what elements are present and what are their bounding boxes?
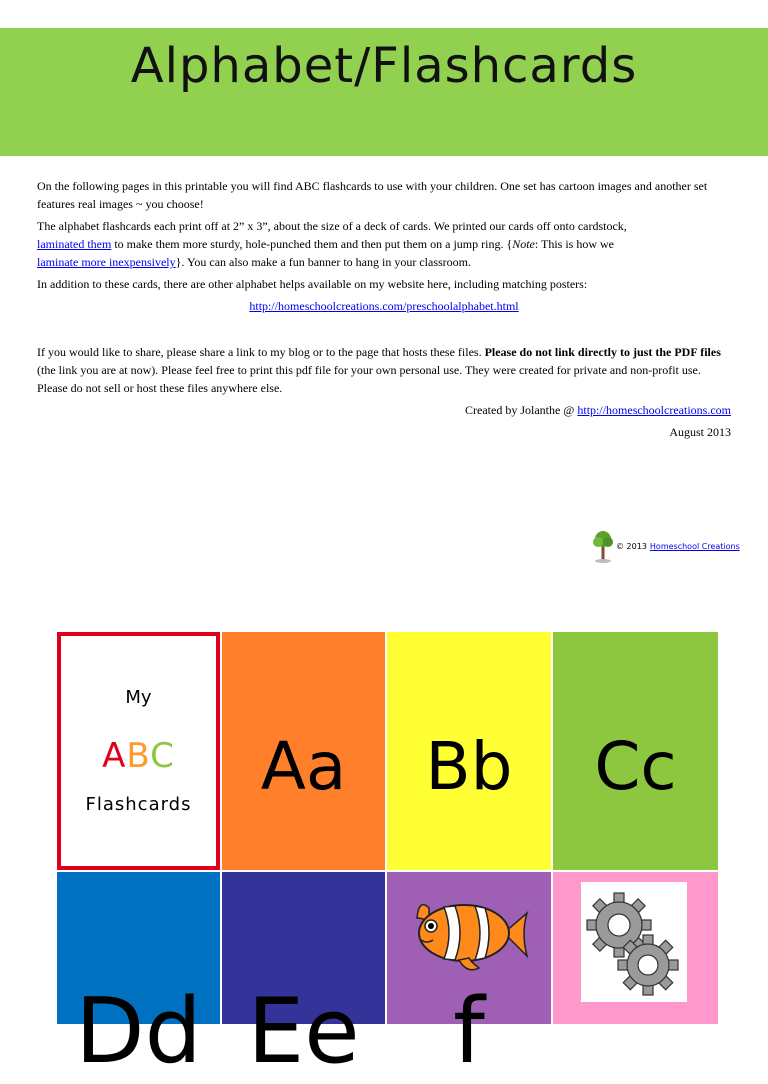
gears-image-box <box>581 882 687 1002</box>
card-aa <box>222 632 385 870</box>
card-ee <box>222 872 385 1084</box>
cover-letter-b: B <box>126 736 151 776</box>
copyright-text: © 2013 <box>616 541 647 551</box>
share-text-b: (the link you are at now). Please feel free to print this pdf file for your own personal use. They were created for private and non-profit use. Please do not sell or host these files anywhere else. <box>37 363 701 395</box>
card-gears <box>553 872 718 1024</box>
card-ff-letter: f <box>453 979 485 1084</box>
cover-letter-c: C <box>150 736 175 776</box>
copyright-logo <box>592 528 740 564</box>
laminated-link[interactable]: laminated them <box>37 237 112 251</box>
card-cc <box>553 632 718 870</box>
gears-icon <box>584 887 684 997</box>
share-paragraph <box>37 343 731 397</box>
laminate-inexpensively-link[interactable]: laminate more inexpensively <box>37 255 176 269</box>
created-by-text: Created by Jolanthe @ <box>465 403 578 417</box>
date-text: August 2013 <box>669 425 731 439</box>
card-fish <box>387 872 551 1084</box>
card-aa-letter: Aa <box>260 727 347 805</box>
homeschool-link[interactable]: http://homeschoolcreations.com <box>577 403 731 417</box>
card-dd-letter: Dd <box>75 979 202 1084</box>
cover-flashcards-text: Flashcards <box>85 794 192 815</box>
p2-text-c: : This is how we <box>534 237 615 251</box>
card-bb-letter: Bb <box>425 727 513 805</box>
cover-letter-a: A <box>102 736 127 776</box>
page-title: Alphabet/Flashcards <box>130 38 638 94</box>
share-text-a: If you would like to share, please share a link to my blog or to the page that hosts these files. <box>37 345 485 359</box>
intro-paragraph-2 <box>37 217 731 271</box>
intro-paragraph-1: On the following pages in this printable you will find ABC flashcards to use with your children. One set has cartoon images and another set features real images ~ you choose! <box>37 179 708 211</box>
card-cc-letter: Cc <box>594 727 677 805</box>
note-label: Note <box>512 237 535 251</box>
card-bb <box>387 632 551 870</box>
card-dd <box>57 872 220 1084</box>
p2-text-a: The alphabet flashcards each print off at 2” x 3”, about the size of a deck of cards. We printed our cards off onto cardstock, <box>37 219 627 233</box>
p2-text-b: to make them more sturdy, hole-punched them and then put them on a jump ring. { <box>111 237 513 251</box>
preschool-alphabet-link[interactable]: http://homeschoolcreations.com/preschoolalphabet.html <box>249 299 519 313</box>
cover-abc-text <box>102 736 175 776</box>
homeschool-creations-link[interactable]: Homeschool Creations <box>649 541 740 551</box>
created-by-line <box>37 401 731 419</box>
p2-text-d: }. You can also make a fun banner to hang in your classroom. <box>175 255 471 269</box>
card-ee-letter: Ee <box>247 979 360 1084</box>
cover-my-text: My <box>125 687 152 708</box>
share-bold-text: Please do not link directly to just the PDF files <box>484 345 721 359</box>
cover-card <box>57 632 220 870</box>
intro-text <box>37 177 731 445</box>
intro-paragraph-3: In addition to these cards, there are other alphabet helps available on my website here, including matching posters: <box>37 277 588 291</box>
main-link-line <box>37 297 731 315</box>
fish-icon <box>409 888 529 978</box>
tree-icon <box>592 529 614 563</box>
